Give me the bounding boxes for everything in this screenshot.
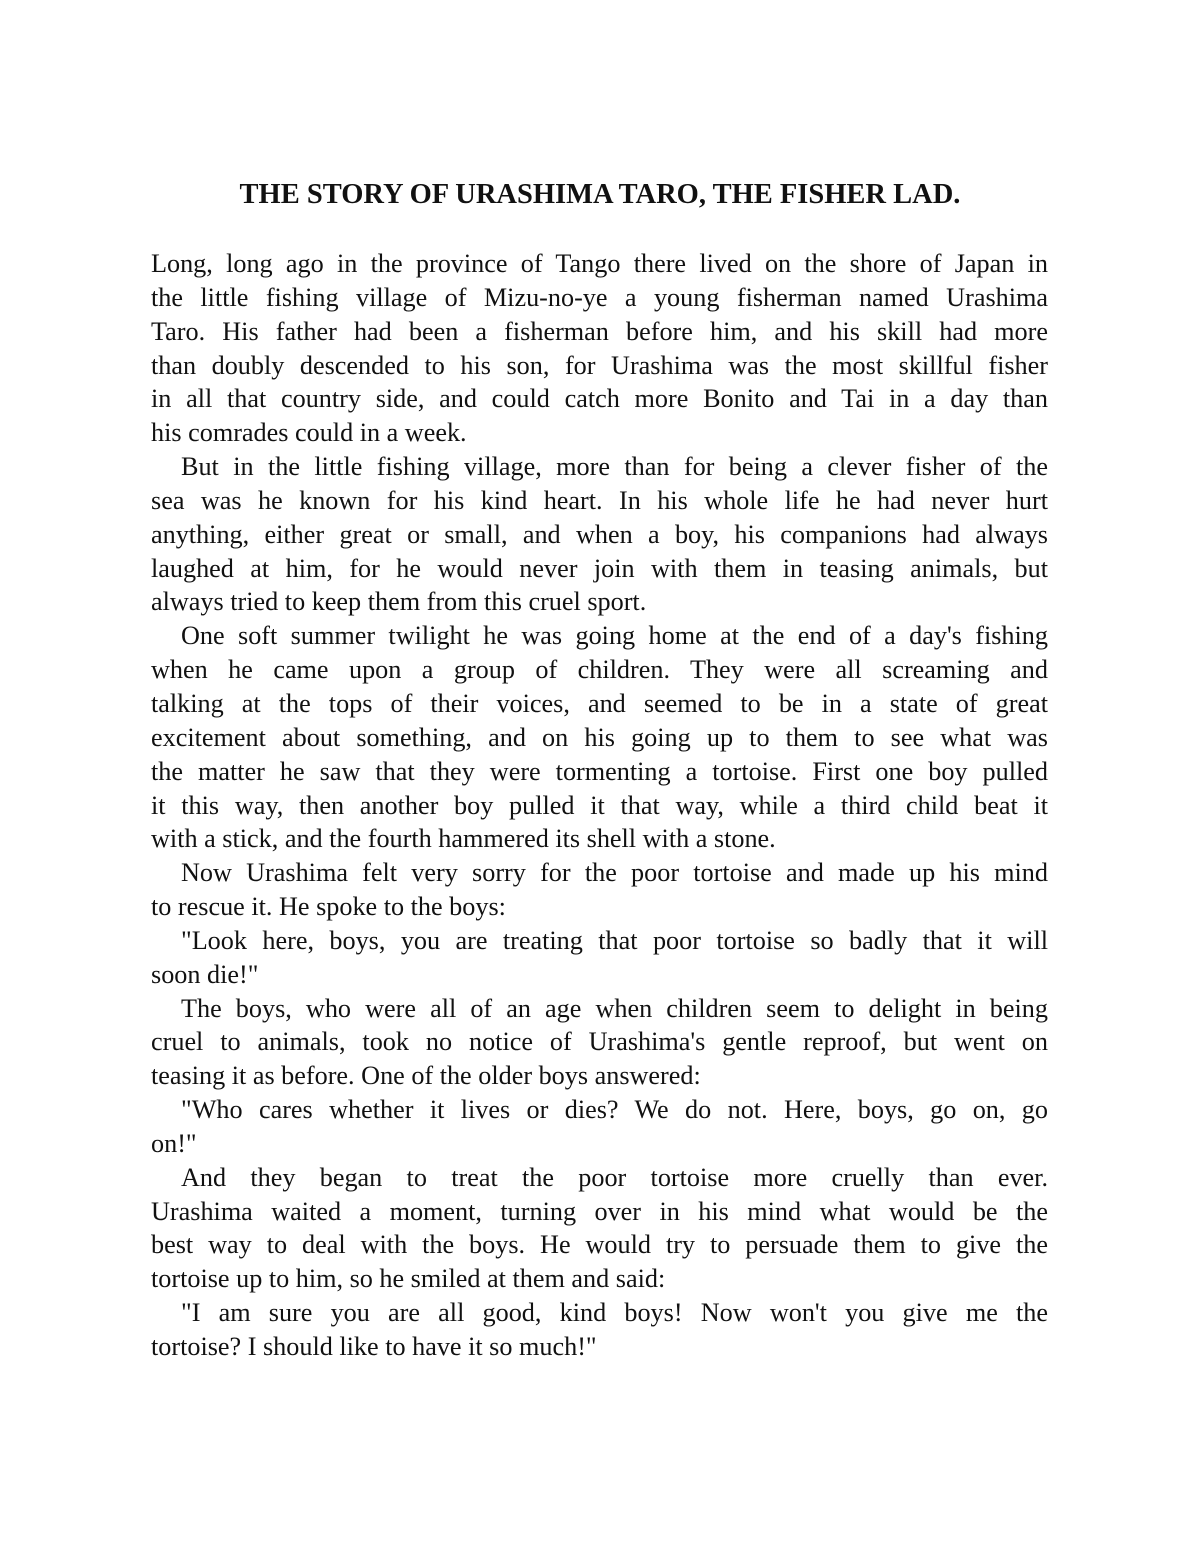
paragraph [151,450,1048,619]
paragraph [151,1093,1048,1161]
text-line: "Who cares whether it lives or dies? We do not. Here, boys, go on, go [181,1095,1048,1125]
text-line: sea was he known for his kind heart. In his whole life he had never hurt [151,485,1048,515]
text-line: tortoise? I should like to have it so much!" [151,1332,597,1361]
story-title: THE STORY OF URASHIMA TARO, THE FISHER LAD. [239,179,961,210]
text-line: than doubly descended to his son, for Urashima was the most skillful fisher [151,350,1048,380]
text-line: Urashima waited a moment, turning over in his mind what would be the [151,1196,1048,1226]
paragraph [151,619,1048,856]
text-line: The boys, who were all of an age when children seem to delight in being [181,993,1048,1023]
text-line: "Look here, boys, you are treating that poor tortoise so badly that it will [181,925,1048,955]
story-body [151,247,1048,1364]
text-line: always tried to keep them from this cruel sport. [151,587,647,617]
paragraph [151,1296,1048,1364]
text-line: it this way, then another boy pulled it that way, while a third child beat it [151,790,1048,820]
paragraph [151,924,1048,992]
text-line: in all that country side, and could catch more Bonito and Tai in a day than [151,384,1048,414]
text-line: his comrades could in a week. [151,418,467,448]
text-line: best way to deal with the boys. He would try to persuade them to give the [151,1230,1048,1260]
text-line: Long, long ago in the province of Tango there lived on the shore of Japan in [151,249,1048,278]
text-line: And they began to treat the poor tortoise more cruelly than ever. [181,1162,1048,1192]
paragraph [151,856,1048,924]
text-line: soon die!" [151,959,259,989]
text-line: anything, either great or small, and when a boy, his companions had always [151,519,1048,549]
text-line: Now Urashima felt very sorry for the poor tortoise and made up his mind [181,858,1048,888]
text-line: on!" [151,1128,197,1158]
paragraph [151,247,1048,450]
text-line: talking at the tops of their voices, and seemed to be in a state of great [151,688,1048,718]
text-line: excitement about something, and on his going up to them to see what was [151,722,1048,752]
text-line: laughed at him, for he would never join with them in teasing animals, but [151,553,1048,583]
text-line: But in the little fishing village, more than for being a clever fisher of the [181,452,1048,482]
text-line: tortoise up to him, so he smiled at them and said: [151,1264,666,1294]
text-line: with a stick, and the fourth hammered its shell with a stone. [151,824,776,854]
text-line: Taro. His father had been a fisherman before him, and his skill had more [151,316,1048,346]
text-line: teasing it as before. One of the older boys answered: [151,1061,701,1091]
text-line: One soft summer twilight he was going home at the end of a day's fishing [181,621,1048,651]
text-line: the matter he saw that they were tormenting a tortoise. First one boy pulled [151,756,1048,786]
text-line: "I am sure you are all good, kind boys! Now won't you give me the [181,1298,1048,1328]
text-line: the little fishing village of Mizu-no-ye a young fisherman named Urashima [151,282,1048,312]
paragraph [151,1161,1048,1296]
text-line: to rescue it. He spoke to the boys: [151,892,506,922]
text-line: when he came upon a group of children. They were all screaming and [151,655,1048,685]
text-line: cruel to animals, took no notice of Urashima's gentle reproof, but went on [151,1027,1048,1057]
paragraph [151,992,1048,1094]
